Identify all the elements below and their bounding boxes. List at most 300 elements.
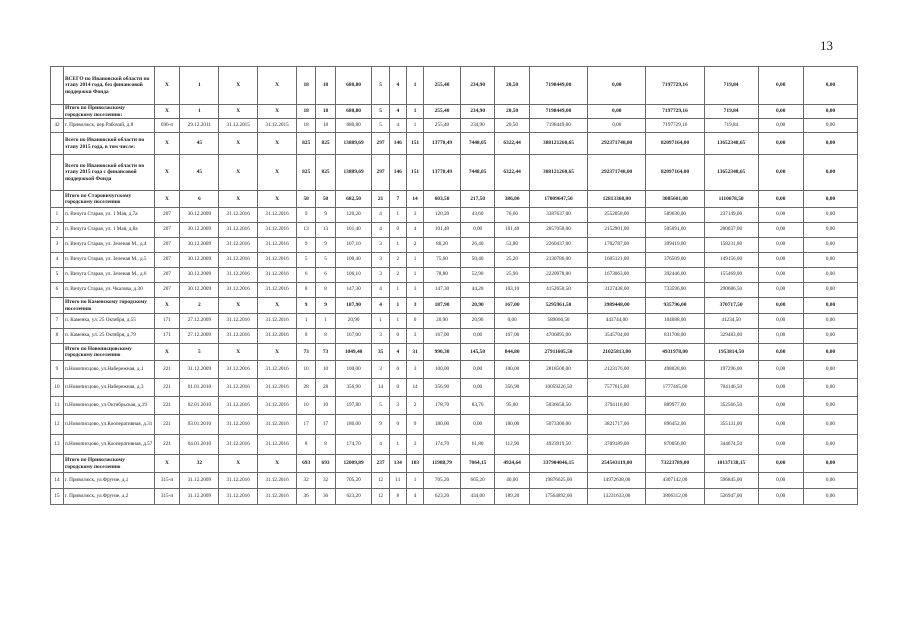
table-cell: 237149,00: [704, 208, 758, 223]
table-row: [51, 208, 858, 223]
table-cell: 505091,00: [646, 223, 704, 238]
table-cell: 27.12.2009: [180, 314, 219, 329]
table-cell: 682,50: [335, 191, 372, 208]
table-cell: 0: [389, 361, 406, 379]
table-cell: 13652348,65: [704, 155, 758, 191]
table-cell: 0,00: [758, 435, 803, 455]
table-cell: 9: [296, 238, 315, 253]
table-row: [51, 415, 858, 435]
table-cell: 31.12.2016: [219, 208, 258, 223]
table-cell: 896452,00: [646, 415, 704, 435]
table-cell: 0,00: [588, 119, 646, 133]
table-cell: г. Приволжск, ул.Фрунзе, д.2: [63, 489, 154, 505]
table-cell: 234,90: [460, 105, 495, 119]
table-cell: 0,00: [758, 455, 803, 473]
table-cell: 315-п: [154, 473, 180, 489]
table-cell: 705,20: [424, 473, 461, 489]
table-cell: 4: [406, 223, 423, 238]
table-cell: п.Новописцово, ул.Набережная, д.3: [63, 379, 154, 397]
table-cell: 04.01.2010: [180, 435, 219, 455]
table-cell: [51, 67, 64, 105]
table-cell: 255,40: [424, 119, 461, 133]
table-cell: 3: [406, 208, 423, 223]
table-cell: 167,00: [424, 329, 461, 344]
table-subtotal-row: [51, 191, 858, 208]
table-cell: 13: [316, 223, 335, 238]
table-cell: 4152650,50: [529, 283, 587, 298]
table-cell: [51, 455, 64, 473]
table-cell: ВСЕГО по Ивановской области по этапу 2014 года, без финансовой поддержки Фонда: [63, 67, 154, 105]
table-cell: 0,00: [803, 415, 857, 435]
table-cell: 221: [154, 361, 180, 379]
table-cell: 2: [406, 397, 423, 415]
table-cell: 0,00: [758, 67, 803, 105]
table-cell: 31.12.2016: [219, 379, 258, 397]
table-cell: 4: [372, 435, 389, 455]
table-cell: 1: [389, 208, 406, 223]
table-cell: 0,00: [758, 344, 803, 361]
table-cell: 399419,00: [646, 238, 704, 253]
table-cell: 20,90: [460, 314, 495, 329]
table-cell: 101,40: [495, 223, 530, 238]
table-cell: 0,00: [758, 489, 803, 505]
table-cell: 392446,00: [646, 268, 704, 283]
table-cell: 7197729,16: [646, 119, 704, 133]
table-cell: Итого по Новописцовскому городскому поселению: [63, 344, 154, 361]
table-cell: 8: [316, 435, 335, 455]
table-cell: 20,50: [495, 67, 530, 105]
table-cell: 0,00: [758, 223, 803, 238]
table-cell: Х: [219, 67, 258, 105]
table-cell: 180,00: [495, 415, 530, 435]
table-cell: 7064,15: [460, 455, 495, 473]
table-cell: Х: [219, 455, 258, 473]
table-cell: 693: [316, 455, 335, 473]
table-cell: 388121260,65: [529, 155, 587, 191]
table-cell: Х: [258, 455, 297, 473]
table-cell: 14: [51, 473, 64, 489]
table-cell: [51, 298, 64, 314]
table-cell: Всего по Ивановской области по этапу 2015 года, в том числе:: [63, 133, 154, 155]
table-cell: 3085601,00: [646, 191, 704, 208]
table-cell: 134: [389, 455, 406, 473]
table-cell: 61,80: [460, 435, 495, 455]
table-cell: 0,00: [460, 361, 495, 379]
table-cell: 12009,89: [335, 455, 372, 473]
table-cell: г. Приволжск, пер.Рабочий, д.8: [63, 119, 154, 133]
table-cell: 3: [389, 397, 406, 415]
table-cell: 31.12.2016: [258, 253, 297, 268]
table-cell: Всего по Ивановской области по этапу 2015 года с финансовой поддержкой Фонда: [63, 155, 154, 191]
table-cell: 31.12.2016: [219, 489, 258, 505]
table-cell: 443744,00: [588, 314, 646, 329]
table-cell: 0,00: [758, 238, 803, 253]
table-cell: 680,80: [335, 119, 372, 133]
table-cell: 20,90: [424, 314, 461, 329]
table-cell: 0,00: [803, 253, 857, 268]
table-cell: 104088,00: [646, 314, 704, 329]
table-cell: Итого по Приволжскому городскому поселению: [63, 455, 154, 473]
table-cell: 0,00: [803, 268, 857, 283]
table-cell: 0: [389, 415, 406, 435]
table-cell: 0,00: [803, 283, 857, 298]
table-cell: 0,00: [758, 105, 803, 119]
table-cell: 1: [389, 298, 406, 314]
table-cell: 9: [316, 208, 335, 223]
table-cell: 45: [180, 155, 219, 191]
table-cell: 719,84: [704, 119, 758, 133]
table-cell: Итого по Каменскому городскому поселению: [63, 298, 154, 314]
table-cell: 31.12.2016: [219, 397, 258, 415]
table-cell: 5295961,50: [529, 298, 587, 314]
table-row: [51, 223, 858, 238]
table-cell: 13770,49: [424, 155, 461, 191]
table-cell: 3709189,00: [588, 435, 646, 455]
table-cell: 3: [51, 238, 64, 253]
table-cell: 30.12.2009: [180, 253, 219, 268]
table-cell: 50: [296, 191, 315, 208]
table-cell: 5073300,00: [529, 415, 587, 435]
table-cell: 705,20: [335, 473, 372, 489]
table-cell: 376509,00: [646, 253, 704, 268]
table-cell: 0,00: [803, 298, 857, 314]
table-cell: 1: [372, 314, 389, 329]
table-cell: 5: [296, 253, 315, 268]
table-cell: 101,40: [335, 223, 372, 238]
table-cell: 50,40: [460, 253, 495, 268]
table-cell: 25,90: [495, 268, 530, 283]
table-cell: [51, 191, 64, 208]
table-cell: 14: [406, 379, 423, 397]
table-cell: 221: [154, 435, 180, 455]
table-cell: 3: [372, 329, 389, 344]
table-cell: п.Новописцово, ул.Кооперативная, д.31: [63, 415, 154, 435]
table-cell: 0,00: [803, 489, 857, 505]
table-row: [51, 329, 858, 344]
table-cell: 0,00: [803, 238, 857, 253]
table-cell: 9: [51, 361, 64, 379]
table-cell: 13: [51, 435, 64, 455]
table-cell: 3821717,00: [588, 415, 646, 435]
table-cell: п. Вичуга Старая, ул. Зеленая М., д.6: [63, 268, 154, 283]
table-cell: 19876625,00: [529, 473, 587, 489]
table-cell: 0,00: [803, 344, 857, 361]
table-row: [51, 489, 858, 505]
table-cell: 4: [372, 223, 389, 238]
table-cell: 41234,50: [704, 314, 758, 329]
table-cell: 27.12.2009: [180, 329, 219, 344]
table-cell: 145,50: [460, 344, 495, 361]
table-cell: Х: [154, 344, 180, 361]
table-cell: 1605121,00: [588, 253, 646, 268]
table-cell: 0,00: [803, 473, 857, 489]
table-cell: 75,60: [424, 253, 461, 268]
table-cell: 31.12.2016: [219, 435, 258, 455]
table-row: [51, 361, 858, 379]
table-cell: 3: [372, 238, 389, 253]
table-cell: 0,00: [758, 415, 803, 435]
table-cell: 32: [316, 473, 335, 489]
table-cell: 7577615,00: [588, 379, 646, 397]
table-cell: 696-п: [154, 119, 180, 133]
table-cell: 2: [180, 298, 219, 314]
table-subtotal-row: [51, 298, 858, 314]
table-cell: 21025813,00: [588, 344, 646, 361]
table-row: [51, 119, 858, 133]
table-cell: 1673063,00: [588, 268, 646, 283]
table-cell: 13231633,00: [588, 489, 646, 505]
table-cell: 31.12.2016: [258, 268, 297, 283]
table-cell: 0,00: [803, 329, 857, 344]
table-cell: 35: [372, 344, 389, 361]
table-cell: 0,00: [758, 379, 803, 397]
table-cell: 18: [316, 67, 335, 105]
table-cell: 1: [180, 67, 219, 105]
table-cell: 151: [406, 133, 423, 155]
table-cell: 5: [372, 119, 389, 133]
table-cell: 1: [51, 208, 64, 223]
table-cell: 255,40: [424, 67, 461, 105]
table-cell: 106,10: [335, 268, 372, 283]
table-cell: 2: [389, 268, 406, 283]
table-cell: 1: [406, 119, 423, 133]
table-cell: 11: [389, 473, 406, 489]
table-cell: 1: [389, 435, 406, 455]
table-cell: 0,00: [803, 455, 857, 473]
table-cell: 292371748,00: [588, 133, 646, 155]
table-cell: 315-п: [154, 489, 180, 505]
table-cell: 0,00: [758, 253, 803, 268]
table-cell: п.Новописцово, ул.Набережная, д.1: [63, 361, 154, 379]
table-cell: 8: [296, 329, 315, 344]
table-cell: п.Новописцово, ул.Октябрьская, д.19: [63, 397, 154, 415]
table-cell: 9: [316, 238, 335, 253]
table-cell: 7197729,16: [646, 67, 704, 105]
table-cell: 12: [372, 473, 389, 489]
table-cell: п. Вичуга Старая, ул. Зеленая М., д.4: [63, 238, 154, 253]
table-cell: 589066,50: [529, 314, 587, 329]
table-cell: 3: [372, 253, 389, 268]
table-cell: 03.01.2010: [180, 415, 219, 435]
table-cell: Х: [219, 191, 258, 208]
table-cell: 8: [296, 283, 315, 298]
table-cell: Х: [258, 344, 297, 361]
table-cell: 31.12.2016: [219, 268, 258, 283]
table-cell: 0,00: [803, 133, 857, 155]
table-cell: 665,20: [460, 473, 495, 489]
table-cell: 0,00: [758, 473, 803, 489]
table-cell: 30.12.2009: [180, 268, 219, 283]
table-row: [51, 238, 858, 253]
table-cell: п. Каменка, ул. 25 Октября, д.79: [63, 329, 154, 344]
table-cell: 3806312,00: [646, 489, 704, 505]
table-cell: 2857058,00: [529, 223, 587, 238]
table-cell: 2818500,00: [529, 361, 587, 379]
table-cell: 234,90: [460, 119, 495, 133]
table-cell: 5: [180, 344, 219, 361]
table-cell: 237: [372, 455, 389, 473]
table-cell: 9: [296, 208, 315, 223]
table-cell: 2: [389, 253, 406, 268]
table-cell: 147,30: [424, 283, 461, 298]
table-cell: 15: [51, 489, 64, 505]
table-cell: 0,00: [803, 314, 857, 329]
table-cell: 174,70: [424, 435, 461, 455]
table-cell: 3794116,00: [588, 397, 646, 415]
table-cell: 32: [180, 455, 219, 473]
table-cell: 40,00: [495, 473, 530, 489]
table-cell: 76,60: [495, 208, 530, 223]
table-cell: 31.12.2016: [219, 238, 258, 253]
table-cell: г. Приволжск, ул.Фрунзе, д.1: [63, 473, 154, 489]
table-cell: 13889,69: [335, 133, 372, 155]
table-cell: 31.12.2015: [258, 119, 297, 133]
table-cell: 7: [389, 191, 406, 208]
table-cell: 13652348,65: [704, 133, 758, 155]
table-cell: 2: [51, 223, 64, 238]
table-cell: 158231,00: [704, 238, 758, 253]
table-cell: 4924,64: [495, 455, 530, 473]
table-cell: 10059226,50: [529, 379, 587, 397]
table-cell: 73223789,00: [646, 455, 704, 473]
table-cell: 207: [154, 283, 180, 298]
table-cell: 1953814,50: [704, 344, 758, 361]
table-cell: 0,00: [803, 208, 857, 223]
table-cell: [51, 344, 64, 361]
table-cell: 31.12.2016: [258, 314, 297, 329]
table-cell: 10137138,15: [704, 455, 758, 473]
table-cell: 28: [316, 379, 335, 397]
table-cell: 31.12.2016: [219, 415, 258, 435]
table-cell: 4: [389, 105, 406, 119]
table-cell: 17: [296, 415, 315, 435]
table-cell: 73: [296, 344, 315, 361]
table-cell: 7: [51, 314, 64, 329]
table-cell: 50: [316, 191, 335, 208]
table-subtotal-row: [51, 67, 858, 105]
table-cell: Итого по Старовичугскому городскому поселению: [63, 191, 154, 208]
table-cell: 0,00: [460, 379, 495, 397]
table-cell: 386,00: [495, 191, 530, 208]
table-cell: 0,00: [803, 361, 857, 379]
table-cell: 0,00: [758, 397, 803, 415]
table-cell: 4: [406, 489, 423, 505]
table-cell: 0,00: [803, 397, 857, 415]
table-cell: 100,00: [424, 361, 461, 379]
table-cell: 0,00: [588, 105, 646, 119]
table-cell: Х: [219, 155, 258, 191]
table-cell: 870056,00: [646, 435, 704, 455]
table-cell: 8: [316, 329, 335, 344]
table-cell: 719,84: [704, 67, 758, 105]
table-cell: 0,00: [803, 155, 857, 191]
table-cell: Х: [154, 191, 180, 208]
table-cell: 2: [406, 238, 423, 253]
table-cell: 20,50: [495, 119, 530, 133]
table-cell: 171: [154, 329, 180, 344]
table-cell: 18: [296, 105, 315, 119]
table-cell: п. Вичуга Старая, ул. Чкалова, д.30: [63, 283, 154, 298]
table-cell: 178,70: [424, 397, 461, 415]
table-cell: 52,90: [460, 268, 495, 283]
table-row: [51, 379, 858, 397]
table-cell: 0,00: [758, 191, 803, 208]
table-cell: Х: [258, 298, 297, 314]
table-cell: 31.12.2016: [219, 473, 258, 489]
table-cell: 147,30: [335, 283, 372, 298]
table-cell: 0,00: [758, 314, 803, 329]
table-cell: 31.12.2015: [219, 119, 258, 133]
table-cell: 45: [180, 133, 219, 155]
table-cell: 352566,50: [704, 397, 758, 415]
table-cell: 3: [406, 329, 423, 344]
table-cell: 0,00: [803, 119, 857, 133]
table-cell: 680,80: [335, 67, 372, 105]
table-cell: 18: [316, 105, 335, 119]
table-row: [51, 253, 858, 268]
table-cell: 2130786,00: [529, 253, 587, 268]
table-cell: 1702787,00: [588, 238, 646, 253]
table-cell: 1777465,00: [646, 379, 704, 397]
table-cell: 0,00: [758, 329, 803, 344]
table-cell: 197,80: [335, 397, 372, 415]
table-cell: 356,90: [424, 379, 461, 397]
table-row: [51, 283, 858, 298]
table-cell: Х: [258, 133, 297, 155]
table-cell: 151: [406, 155, 423, 191]
table-cell: Х: [258, 105, 297, 119]
table-cell: 844,80: [495, 344, 530, 361]
table-cell: 0: [389, 223, 406, 238]
table-cell: 4: [51, 253, 64, 268]
table-cell: 167,00: [495, 298, 530, 314]
table-cell: 4: [389, 67, 406, 105]
table-cell: 167,00: [495, 329, 530, 344]
table-cell: 498028,00: [646, 361, 704, 379]
table-cell: 0,00: [460, 415, 495, 435]
table-cell: 1: [389, 283, 406, 298]
table-cell: 719,84: [704, 105, 758, 119]
table-cell: 4: [372, 298, 389, 314]
table-cell: 207: [154, 253, 180, 268]
table-cell: 31: [406, 344, 423, 361]
table-cell: 9: [406, 415, 423, 435]
table-cell: 0,00: [758, 268, 803, 283]
table-cell: 825: [316, 133, 335, 155]
table-cell: 2552058,00: [588, 208, 646, 223]
table-cell: 825: [296, 133, 315, 155]
table-cell: 31.12.2016: [258, 223, 297, 238]
table-cell: 0,00: [758, 155, 803, 191]
table-cell: 1: [180, 105, 219, 119]
table-cell: 7197729,16: [646, 105, 704, 119]
table-cell: 10: [51, 379, 64, 397]
table-row: [51, 473, 858, 489]
table-cell: 1: [389, 238, 406, 253]
table-cell: 7198449,00: [529, 67, 587, 105]
table-cell: 2260437,00: [529, 238, 587, 253]
table-cell: 30.12.2009: [180, 223, 219, 238]
table-cell: 254543119,00: [588, 455, 646, 473]
table-cell: 5: [372, 105, 389, 119]
table-cell: 28: [296, 379, 315, 397]
table-cell: 6: [316, 268, 335, 283]
table-cell: 0,00: [588, 67, 646, 105]
table-cell: 5: [51, 268, 64, 283]
table-cell: 0,00: [803, 67, 857, 105]
table-cell: 207: [154, 268, 180, 283]
table-cell: 8: [316, 283, 335, 298]
